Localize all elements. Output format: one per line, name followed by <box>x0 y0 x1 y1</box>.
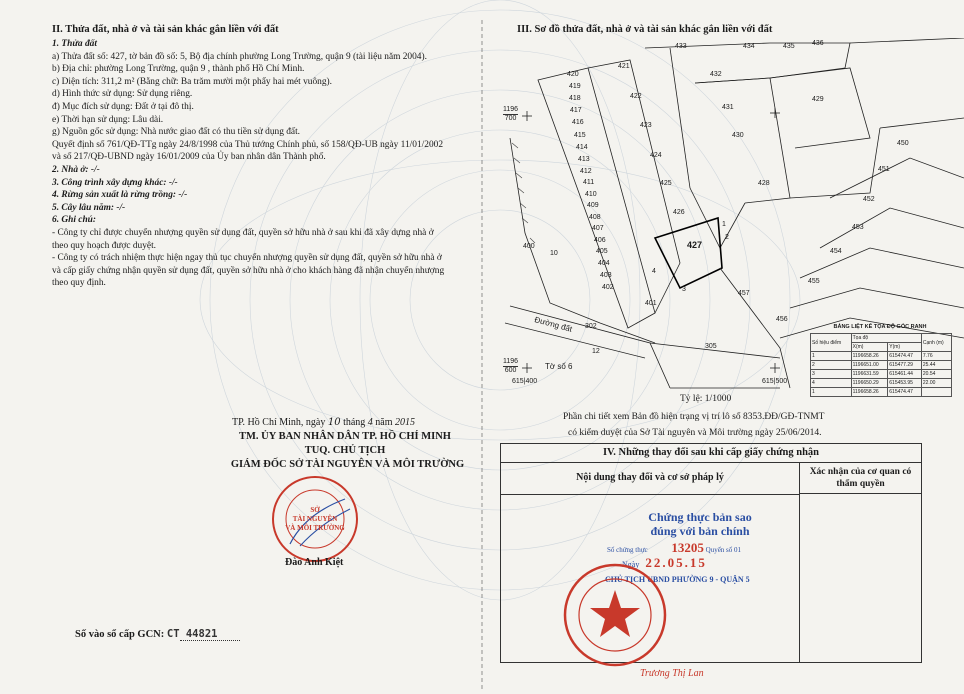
parcel-label: 420 <box>567 71 579 78</box>
parcel-label: 406 <box>594 237 606 244</box>
cert-office: CHỦ TỊCH UBND PHƯỜNG 9 - QUẬN 5 <box>605 575 750 584</box>
parcel-label: 419 <box>569 83 581 90</box>
stamp-line-1: SỞ <box>310 506 320 514</box>
coord-row <box>811 370 952 379</box>
parcel-label: 454 <box>830 248 842 255</box>
cert-date-label: Ngày <box>622 560 640 569</box>
parcel-info-line: c) Diện tích: 311,2 m² (Bằng chữ: Ba trăm mười một phẩy hai mét vuông). <box>52 76 333 87</box>
coord-x-right-b: 500 <box>775 378 788 385</box>
stamp-line-2: TÀI NGUYÊN <box>292 515 338 523</box>
sign-date-prefix: TP. Hồ Chí Minh, ngày <box>232 417 326 428</box>
parcel-label: 421 <box>618 63 630 70</box>
sign-month: 4 <box>367 417 373 428</box>
parcel-label: 401 <box>645 300 657 307</box>
cert-signer: Trương Thị Lan <box>640 668 704 679</box>
coord-cell: 1 <box>811 388 852 397</box>
coord-cell: 615477.29 <box>888 361 922 370</box>
coord-cell: 1196658.26 <box>851 352 888 361</box>
coord-cell: 1196650.29 <box>851 379 888 388</box>
coord-cell: 615474.47 <box>888 352 922 361</box>
parcel-label: 4 <box>652 268 656 275</box>
parcel-label: 451 <box>878 166 890 173</box>
coord-x-right-a: 615 <box>762 378 774 385</box>
parcel-label: 453 <box>852 224 864 231</box>
parcel-info-line: 5. Cây lâu năm: -/- <box>52 202 126 213</box>
seal-star-icon <box>590 590 640 637</box>
parcel-label: 414 <box>576 144 588 151</box>
map-note-1: Phần chi tiết xem Bản đồ hiện trạng vị trí lô số 8353.ĐĐ/GĐ-TNMT <box>563 412 825 422</box>
parcel-label: 411 <box>583 179 595 186</box>
parcel-label: 427 <box>687 240 703 250</box>
parcel-label: 433 <box>675 43 687 50</box>
parcel-info-line: và số 217/QĐ-UBND ngày 16/01/2009 của Ủy ban nhân dân Thành phố. <box>52 152 326 163</box>
parcel-label: 456 <box>776 316 788 323</box>
coord-cell: 1 <box>811 352 852 361</box>
coord-bottom-left-1: 1196 <box>503 358 519 365</box>
coord-cell: 615474.47 <box>888 388 922 397</box>
coord-cell: 3 <box>811 370 852 379</box>
parcel-label: 403 <box>600 272 612 279</box>
sign-date <box>232 417 415 428</box>
cert-block <box>610 510 790 538</box>
coord-cell <box>921 388 951 397</box>
changes-col1: Nội dung thay đổi và cơ sở pháp lý <box>501 462 800 495</box>
coord-x-left: 615|400 <box>512 378 538 385</box>
coord-h-coord: Tọa độ <box>851 334 921 343</box>
parcel-label: 450 <box>897 140 909 147</box>
coord-top-left <box>503 106 518 123</box>
parcel-label: 422 <box>630 93 642 100</box>
parcel-label: 405 <box>596 248 608 255</box>
parcel-label: 410 <box>585 191 597 198</box>
parcel-label: 418 <box>569 95 581 102</box>
parcel-label: 10 <box>550 250 558 257</box>
registry-value: CT 44821 <box>166 628 218 640</box>
changes-title: IV. Những thay đổi sau khi cấp giấy chứng nhận <box>501 444 921 463</box>
parcel-label: 431 <box>722 104 734 111</box>
parcel-label: 434 <box>743 43 755 50</box>
cert-no-value: 13205 <box>671 540 704 555</box>
parcel-info-line: a) Thửa đất số: 427, tờ bản đồ số: 5, Bộ địa chính phường Long Trường, quận 9 (tài liệu năm 2004). <box>52 51 427 62</box>
parcel-info <box>52 38 477 290</box>
coord-table <box>810 333 952 397</box>
parcel-info-line: Quyết định số 761/QĐ-TTg ngày 24/8/1998 của Thủ tướng Chính phủ, số 158/QĐ-UB ngày 11/01/2002 <box>52 139 444 150</box>
parcel-info-line: e) Thời hạn sử dụng: Lâu dài. <box>52 114 164 125</box>
parcel-info-line: b) Địa chỉ: phường Long Trường, quận 9 , thành phố Hồ Chí Minh. <box>52 64 305 75</box>
coord-row <box>811 379 952 388</box>
cert-no-label: Số chứng thực <box>607 546 648 554</box>
sign-year-label: năm <box>375 417 393 428</box>
parcel-info-line: 6. Ghi chú: <box>52 215 97 226</box>
stamp-line-3: VÀ MÔI TRƯỜNG <box>285 524 345 532</box>
parcel-label: 12 <box>592 348 600 355</box>
coord-cell: 22.00 <box>921 379 951 388</box>
parcel-label: 435 <box>783 43 795 50</box>
coord-x-left-a: 615 <box>512 378 524 385</box>
sign-authority: TM. ỦY BAN NHÂN DÂN TP. HỒ CHÍ MINH <box>239 431 451 442</box>
parcel-label: 432 <box>710 71 722 78</box>
parcel-info-line: 1. Thửa đất <box>52 39 97 49</box>
parcel-label: 425 <box>660 180 672 187</box>
parcel-label: 423 <box>640 122 652 129</box>
coord-cell: 1196631.59 <box>851 370 888 379</box>
coord-h-x: X(m) <box>851 343 888 352</box>
parcel-label: 412 <box>580 168 592 175</box>
coord-bottom-left <box>503 358 518 375</box>
coord-cell: 7.76 <box>921 352 951 361</box>
coord-row <box>811 352 952 361</box>
changes-col2: Xác nhận của cơ quan có thẩm quyền <box>800 462 921 494</box>
parcel-label: 402 <box>602 284 614 291</box>
left-signer: Đào Anh Kiệt <box>285 557 344 568</box>
parcel-label: 457 <box>738 290 750 297</box>
parcel-label: 305 <box>705 343 717 350</box>
sheet-label: Tờ số 6 <box>545 362 573 371</box>
coord-cell: 1196651.00 <box>851 361 888 370</box>
parcel-label: 426 <box>673 209 685 216</box>
parcel-info-line: 4. Rừng sản xuất là rừng trồng: -/- <box>52 190 188 201</box>
coord-h-len: Cạnh (m) <box>921 334 951 352</box>
coord-cell: 4 <box>811 379 852 388</box>
stamp-center-text <box>282 506 348 533</box>
cert-line-1: Chứng thực bản sao <box>648 510 752 524</box>
parcel-label: 1 <box>722 221 726 228</box>
parcel-label: 404 <box>598 260 610 267</box>
parcel-label: 3 <box>682 286 686 293</box>
coord-cell: 2 <box>811 361 852 370</box>
parcel-label: 417 <box>570 107 582 114</box>
coord-cell: 25.44 <box>921 361 951 370</box>
cert-book-value: 01 <box>734 546 742 554</box>
sign-year: 2015 <box>395 417 416 428</box>
parcel-label: 302 <box>585 323 597 330</box>
coord-bottom-left-2: 600 <box>504 367 517 374</box>
road-label: Đường đất <box>533 315 574 334</box>
registry-underline <box>180 640 240 641</box>
parcel-label: 409 <box>587 202 599 209</box>
ward-seal <box>560 560 670 670</box>
coord-table-title: BẢNG LIỆT KÊ TỌA ĐỘ GÓC RANH <box>833 324 927 330</box>
registry-number <box>75 628 217 640</box>
coord-cell: 615461.44 <box>888 370 922 379</box>
changes-divider <box>799 494 800 662</box>
coord-cell: 615453.95 <box>888 379 922 388</box>
parcel-info-line: theo quy hoạch được duyệt. <box>52 240 157 251</box>
parcel-label: 428 <box>758 180 770 187</box>
sign-month-label: tháng <box>343 417 366 428</box>
parcel-info-line: - Công ty có trách nhiệm thực hiện ngay thủ tục chuyển nhượng quyền sử dụng đất, quyền sở hữu nhà ở <box>52 253 442 264</box>
parcel-label: 430 <box>732 132 744 139</box>
coord-top-left-1: 1196 <box>503 106 519 113</box>
coord-x-right: 615|500 <box>762 378 788 385</box>
parcel-info-line: theo quy định. <box>52 278 106 289</box>
parcel-label: 455 <box>808 278 820 285</box>
coord-h-point: Số hiệu điểm <box>811 334 852 352</box>
cert-date-value: 22.05.15 <box>645 555 707 570</box>
coord-cell: 1196658.26 <box>851 388 888 397</box>
right-section-title: III. Sơ đồ thửa đất, nhà ở và tài sản khác gắn liền với đất <box>517 24 773 35</box>
parcel-label: 413 <box>578 156 590 163</box>
parcel-info-line: - Công ty chỉ được chuyển nhượng quyền sử dụng đất, quyền sở hữu nhà ở sau khi đã xây dựng nhà ở <box>52 227 434 238</box>
parcel-label: 408 <box>589 214 601 221</box>
cert-line-2: đúng với bản chính <box>650 524 750 538</box>
cert-book-label: Quyển số <box>705 546 733 554</box>
parcel-info-line: d) Hình thức sử dụng: Sử dụng riêng. <box>52 89 193 100</box>
parcel-label: 429 <box>812 96 824 103</box>
coord-x-left-b: 400 <box>525 378 538 385</box>
parcel-info-line: đ) Mục đích sử dụng: Đất ở tại đô thị. <box>52 101 194 112</box>
parcel-label: 424 <box>650 152 662 159</box>
coord-row <box>811 388 952 397</box>
parcel-info-line: 2. Nhà ở: -/- <box>52 164 100 175</box>
parcel-label: 416 <box>572 119 584 126</box>
parcel-info-line: và cấp giấy chứng nhận quyền sử dụng đất, quyền sở hữu nhà ở cho khách hàng đã nhận chuyển nhượng <box>52 265 445 276</box>
parcel-label: 400 <box>523 243 535 250</box>
parcel-label: 436 <box>812 40 824 47</box>
parcel-label: 452 <box>863 196 875 203</box>
parcel-info-line: 3. Công trình xây dựng khác: -/- <box>52 177 178 188</box>
parcel-label: 407 <box>592 225 604 232</box>
parcel-info-line: g) Nguồn gốc sử dụng: Nhà nước giao đất có thu tiền sử dụng đất. <box>52 127 301 138</box>
sign-day: 10 <box>327 417 341 428</box>
parcel-label: 2 <box>725 234 729 241</box>
coord-h-y: Y(m) <box>888 343 922 352</box>
parcel-label: 415 <box>574 132 586 139</box>
coord-top-left-2: 700 <box>504 115 517 122</box>
coord-cell: 20.54 <box>921 370 951 379</box>
map-scale: Tỷ lệ: 1/1000 <box>680 394 732 404</box>
sign-title: GIÁM ĐỐC SỞ TÀI NGUYÊN VÀ MÔI TRƯỜNG <box>230 459 465 470</box>
sign-proxy: TUQ. CHỦ TỊCH <box>304 445 386 456</box>
registry-label: Số vào sổ cấp GCN: <box>75 629 165 640</box>
cert-number-row <box>607 540 741 556</box>
map-note-2: có kiểm duyệt của Sở Tài nguyên và Môi trường ngày 25/06/2014. <box>568 428 822 438</box>
left-section-title: II. Thửa đất, nhà ở và tài sản khác gắn liền với đất <box>52 24 279 35</box>
coord-row <box>811 361 952 370</box>
